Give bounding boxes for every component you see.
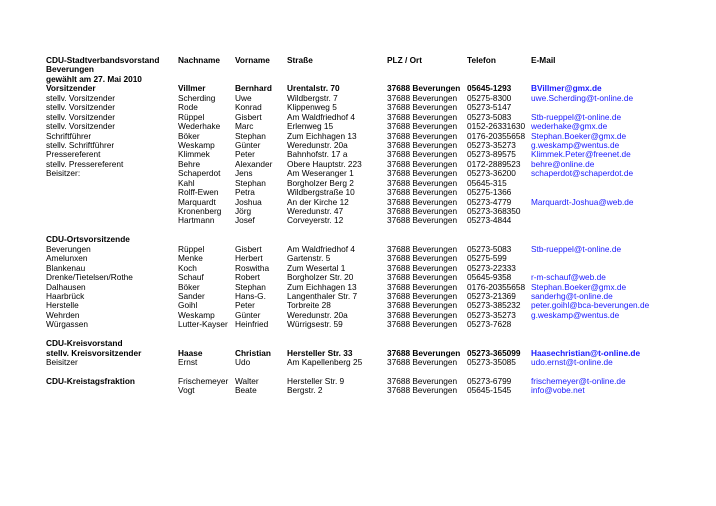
cell-phone: 05273-385232 <box>467 300 521 311</box>
header-street: Straße <box>287 55 313 65</box>
email-link[interactable]: info@vobe.net <box>531 385 585 396</box>
cell-first-name: Christian <box>235 347 271 358</box>
cell-last-name: Sander <box>178 290 205 301</box>
cell-last-name: Wederhake <box>178 121 221 132</box>
cell-street: Hersteller Str. 33 <box>287 347 353 358</box>
cell-first-name: Robert <box>235 272 260 283</box>
cell-phone: 05273-368350 <box>467 206 521 216</box>
cell-role: stellv. Vorsitzender <box>46 121 116 132</box>
cell-first-name: Hans-G. <box>235 290 266 301</box>
cell-street: Weredunstr. 20a <box>287 309 348 320</box>
email-link[interactable]: peter.goihl@bca-beverungen.de <box>531 300 650 311</box>
cell-city: 37688 Beverungen <box>387 215 458 226</box>
cell-city: 37688 Beverungen <box>387 187 458 198</box>
cell-first-name: Jens <box>235 168 253 179</box>
cell-street: Am Waldfriedhof 4 <box>287 243 355 254</box>
cell-role: Beisitzer: <box>46 168 81 179</box>
cell-street: Hersteller Str. 9 <box>287 375 345 386</box>
cell-first-name: Stephan <box>235 130 266 141</box>
cell-last-name: Menke <box>178 253 203 264</box>
cell-first-name: Udo <box>235 357 251 367</box>
cell-city: 37688 Beverungen <box>387 168 458 179</box>
cell-city: 37688 Beverungen <box>387 196 458 207</box>
cell-phone: 05273-35273 <box>467 139 516 150</box>
cell-role: stellv. Schriftführer <box>46 139 115 150</box>
cell-street: Zum Eichhagen 13 <box>287 130 357 141</box>
cell-city: 37688 Beverungen <box>387 121 458 132</box>
email-link[interactable]: schaperdot@schaperdot.de <box>531 168 634 179</box>
cell-street: Borgholzer Str. 20 <box>287 272 354 283</box>
cell-phone: 05275-1366 <box>467 187 512 198</box>
cell-first-name: Roswitha <box>235 262 270 273</box>
cell-street: Wildbergstraße 10 <box>287 187 355 198</box>
cell-last-name: Koch <box>178 262 197 273</box>
section-title: CDU-Ortsvorsitzende <box>46 234 130 245</box>
cell-street: Erlenweg 15 <box>287 121 334 132</box>
cell-street: Urentalstr. 70 <box>287 83 340 94</box>
email-link[interactable]: Stephan.Boeker@gmx.de <box>531 281 627 292</box>
cell-city: 37688 Beverungen <box>387 281 458 292</box>
cell-street: Am Waldfriedhof 4 <box>287 111 355 122</box>
cell-phone: 05273-22333 <box>467 262 516 273</box>
cell-first-name: Gisbert <box>235 243 262 254</box>
header-group: CDU-Stadtverbandsvorstand <box>46 55 160 65</box>
email-link[interactable]: Stb-rueppel@t-online.de <box>531 243 622 254</box>
header-city: PLZ / Ort <box>387 55 423 65</box>
cell-city: 37688 Beverungen <box>387 177 458 188</box>
cell-phone: 05273-5083 <box>467 243 512 254</box>
cell-city: 37688 Beverungen <box>387 130 458 141</box>
cell-street: Wildbergstr. 7 <box>287 92 338 103</box>
elected-date-label: gewählt am 27. Mai 2010 <box>46 73 142 84</box>
cell-role: Dalhausen <box>46 281 86 292</box>
town-label: Beverungen <box>46 64 94 75</box>
cell-last-name: Behre <box>178 158 201 169</box>
cell-first-name: Bernhard <box>235 83 272 94</box>
cell-role: Haarbrück <box>46 290 85 301</box>
header-email: E-Mail <box>531 55 556 65</box>
cell-last-name: Haase <box>178 347 203 358</box>
cell-city: 37688 Beverungen <box>387 319 458 330</box>
cell-role: stellv. Vorsitzender <box>46 111 116 122</box>
cell-last-name: Scherding <box>178 92 216 103</box>
cell-last-name: Rüppel <box>178 111 205 122</box>
cell-last-name: Schauf <box>178 272 204 283</box>
cell-city: 37688 Beverungen <box>387 149 458 160</box>
cell-phone: 05275-8300 <box>467 92 512 103</box>
email-link[interactable]: uwe.Scherding@t-online.de <box>531 92 634 103</box>
cell-phone: 05273-365099 <box>467 347 521 358</box>
cell-role: stellv. Pressereferent <box>46 158 124 169</box>
cell-phone: 05273-4779 <box>467 196 512 207</box>
cell-last-name: Rüppel <box>178 243 205 254</box>
cell-phone: 05273-4844 <box>467 215 512 226</box>
cell-first-name: Walter <box>235 375 259 386</box>
cell-street: Am Kapellenberg 25 <box>287 357 363 367</box>
cell-first-name: Herbert <box>235 253 263 264</box>
email-link[interactable]: behre@online.de <box>531 158 595 169</box>
cell-phone: 05273-5083 <box>467 111 512 122</box>
cell-role: Beverungen <box>46 243 91 254</box>
cell-phone: 05273-21369 <box>467 290 516 301</box>
cell-phone: 05273-35273 <box>467 309 516 320</box>
cell-phone: 05273-36200 <box>467 168 516 179</box>
cell-role: Pressereferent <box>46 149 101 160</box>
email-link[interactable]: sanderhg@t-online.de <box>531 290 613 301</box>
cell-last-name: Weskamp <box>178 139 215 150</box>
header-phone: Telefon <box>467 55 496 65</box>
cell-phone: 05275-599 <box>467 253 507 264</box>
cell-city: 37688 Beverungen <box>387 272 458 283</box>
cell-first-name: Joshua <box>235 196 262 207</box>
email-link[interactable]: udo.ernst@t-online.de <box>531 357 613 367</box>
cell-phone: 0152-26331630 <box>467 121 526 132</box>
cell-street: Bahnhofstr. 17 a <box>287 149 348 160</box>
cell-last-name: Goihl <box>178 300 198 311</box>
cell-role: Schriftführer <box>46 130 92 141</box>
cell-phone: 05645-1545 <box>467 385 512 396</box>
cell-last-name: Marquardt <box>178 196 216 207</box>
cell-city: 37688 Beverungen <box>387 92 458 103</box>
email-link[interactable]: frischemeyer@t-online.de <box>531 375 626 386</box>
cell-first-name: Alexander <box>235 158 273 169</box>
cell-phone: 05273-89575 <box>467 149 516 160</box>
header-first-name: Vorname <box>235 55 270 65</box>
cell-phone: 05273-6799 <box>467 375 512 386</box>
cell-last-name: Ernst <box>178 357 198 367</box>
cell-first-name: Marc <box>235 121 254 132</box>
cell-role: stellv. Vorsitzender <box>46 102 116 113</box>
cell-street: Corveyerstr. 12 <box>287 215 344 226</box>
cell-city: 37688 Beverungen <box>387 309 458 320</box>
header-last-name: Nachname <box>178 55 220 65</box>
cell-last-name: Weskamp <box>178 309 215 320</box>
cell-last-name: Lutter-Kayser <box>178 319 228 330</box>
cell-last-name: Hartmann <box>178 215 215 226</box>
cell-city: 37688 Beverungen <box>387 300 458 311</box>
cell-street: Klippenweg 5 <box>287 102 337 113</box>
cell-first-name: Josef <box>235 215 255 226</box>
cell-last-name: Klimmek <box>178 149 210 160</box>
email-link[interactable]: wederhake@gmx.de <box>531 121 608 132</box>
cell-street: Weredunstr. 20a <box>287 139 348 150</box>
cell-city: 37688 Beverungen <box>387 111 458 122</box>
email-link[interactable]: BVillmer@gmx.de <box>531 83 602 94</box>
cell-role: stellv. Vorsitzender <box>46 92 116 103</box>
cell-first-name: Günter <box>235 139 261 150</box>
cell-street: Zum Eichhagen 13 <box>287 281 357 292</box>
cell-city: 37688 Beverungen <box>387 385 458 396</box>
cell-phone: 05273-5147 <box>467 102 512 113</box>
cell-first-name: Heinfried <box>235 319 269 330</box>
cell-first-name: Stephan <box>235 281 266 292</box>
cell-street: Torbreite 28 <box>287 300 331 311</box>
cell-last-name: Villmer <box>178 83 206 94</box>
cell-city: 37688 Beverungen <box>387 206 458 216</box>
cell-role: Herstelle <box>46 300 79 311</box>
cell-city: 37688 Beverungen <box>387 262 458 273</box>
cell-city: 37688 Beverungen <box>387 253 458 264</box>
cell-last-name: Rolff-Ewen <box>178 187 219 198</box>
cell-first-name: Stephan <box>235 177 266 188</box>
cell-phone: 05273-7628 <box>467 319 512 330</box>
cell-first-name: Petra <box>235 187 255 198</box>
cell-city: 37688 Beverungen <box>387 347 461 358</box>
cell-city: 37688 Beverungen <box>387 83 461 94</box>
cell-street: Würrigsestr. 59 <box>287 319 343 330</box>
cell-last-name: Böker <box>178 281 200 292</box>
cell-phone: 05273-35085 <box>467 357 516 367</box>
cell-first-name: Peter <box>235 300 255 311</box>
cell-first-name: Peter <box>235 149 255 160</box>
cell-first-name: Uwe <box>235 92 252 103</box>
cell-role: Beisitzer <box>46 357 78 367</box>
cell-first-name: Gisbert <box>235 111 262 122</box>
cell-role: CDU-Kreistagsfraktion <box>46 375 135 386</box>
cell-first-name: Konrad <box>235 102 262 113</box>
email-link[interactable]: g.weskamp@wentus.de <box>531 139 620 150</box>
cell-street: Bergstr. 2 <box>287 385 323 396</box>
cell-last-name: Kahl <box>178 177 195 188</box>
cell-role: Blankenau <box>46 262 86 273</box>
cell-last-name: Kronenberg <box>178 206 222 216</box>
cell-street: Weredunstr. 47 <box>287 206 344 216</box>
cell-phone: 05645-1293 <box>467 83 512 94</box>
cell-city: 37688 Beverungen <box>387 375 458 386</box>
cell-street: Am Weseranger 1 <box>287 168 354 179</box>
cell-role: Wehrden <box>46 309 80 320</box>
cell-role: Würgassen <box>46 319 88 330</box>
cell-first-name: Beate <box>235 385 257 396</box>
cell-street: Borgholzer Berg 2 <box>287 177 354 188</box>
cell-last-name: Böker <box>178 130 200 141</box>
email-link[interactable]: g.weskamp@wentus.de <box>531 309 620 320</box>
cell-last-name: Frischemeyer <box>178 375 229 386</box>
email-link[interactable]: Haasechristian@t-online.de <box>531 347 641 358</box>
section-title: CDU-Kreisvorstand <box>46 338 123 349</box>
cell-street: Gartenstr. 5 <box>287 253 331 264</box>
cell-phone: 05645-9358 <box>467 272 512 283</box>
cell-last-name: Schaperdot <box>178 168 221 179</box>
cell-street: Langenthaler Str. 7 <box>287 290 358 301</box>
cell-phone: 0176-20355658 <box>467 130 526 141</box>
cell-city: 37688 Beverungen <box>387 158 458 169</box>
cell-first-name: Jörg <box>235 206 252 216</box>
cell-role: stellv. Kreisvorsitzender <box>46 347 142 358</box>
cell-role: Drenke/Tietelsen/Rothe <box>46 272 133 283</box>
cell-street: Obere Hauptstr. 223 <box>287 158 362 169</box>
cell-city: 37688 Beverungen <box>387 139 458 150</box>
email-link[interactable]: Klimmek.Peter@freenet.de <box>531 149 631 160</box>
cell-role: Amelunxen <box>46 253 88 264</box>
cell-role: Vorsitzender <box>46 83 96 94</box>
email-link[interactable]: Marquardt-Joshua@web.de <box>531 196 634 207</box>
cell-city: 37688 Beverungen <box>387 102 458 113</box>
cell-street: An der Kirche 12 <box>287 196 349 207</box>
email-link[interactable]: Stephan.Boeker@gmx.de <box>531 130 627 141</box>
cell-city: 37688 Beverungen <box>387 357 458 367</box>
cell-first-name: Günter <box>235 309 261 320</box>
cell-phone: 05645-315 <box>467 177 507 188</box>
cell-last-name: Rode <box>178 102 198 113</box>
cell-last-name: Vogt <box>178 385 195 396</box>
cell-phone: 0172-2889523 <box>467 158 521 169</box>
cell-city: 37688 Beverungen <box>387 290 458 301</box>
cell-street: Zum Wesertal 1 <box>287 262 346 273</box>
email-link[interactable]: r-m-schauf@web.de <box>531 272 606 283</box>
cell-phone: 0176-20355658 <box>467 281 526 292</box>
cell-city: 37688 Beverungen <box>387 243 458 254</box>
email-link[interactable]: Stb-rueppel@t-online.de <box>531 111 622 122</box>
